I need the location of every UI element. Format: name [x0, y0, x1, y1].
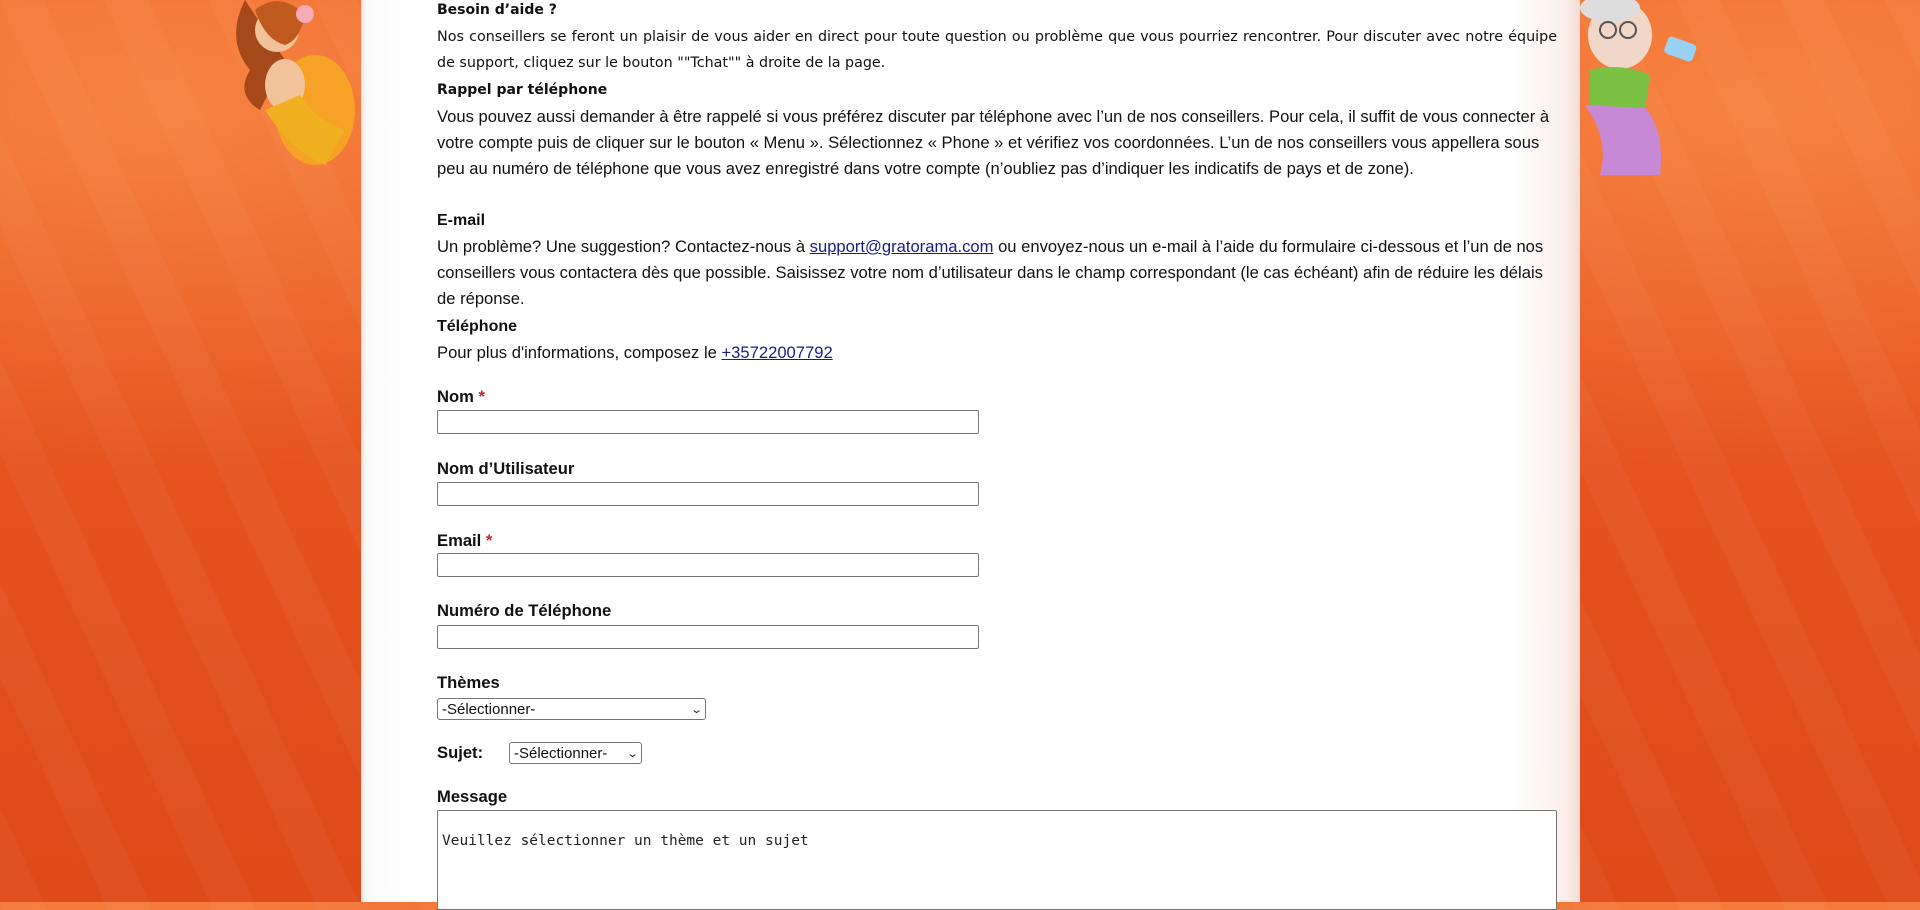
callback-text: Vous pouvez aussi demander à être rappelé si vous préférez discuter par téléphone avec l’un de nos conseillers. Pour cela, il suffit de vous connecter à votre compte puis de cliquer sur le bouton « Menu ». Sélectionnez « Phone » et vérifiez vos coordonnées. L’un de nos conseillers vous appellera sous peu au numéro de téléphone que vous avez enregistré dans votre compte (n’oubliez pas d’indiquer les indicatifs de pays et de zone).	[437, 107, 1550, 179]
email-section-text	[437, 234, 1557, 313]
username-input[interactable]	[437, 482, 979, 506]
name-input[interactable]	[437, 410, 979, 434]
grandma-character-illustration	[1570, 0, 1730, 175]
phone-number-link[interactable]: +35722007792	[721, 343, 833, 362]
phone-text: Pour plus d'informations, composez le	[437, 343, 722, 362]
mermaid-character-illustration	[205, 0, 365, 175]
email-text-before: Un problème? Une suggestion? Contactez-nous à	[437, 237, 810, 256]
themes-label: Thèmes	[437, 673, 500, 692]
required-mark: *	[485, 531, 493, 550]
email-section-title: E-mail	[437, 212, 486, 229]
callback-title: Rappel par téléphone	[437, 82, 608, 98]
chevron-down-icon: ⌄	[625, 747, 639, 760]
message-textarea[interactable]: Veuillez sélectionner un thème et un sujet	[437, 810, 1557, 910]
subject-selected-value: -Sélectionner-	[514, 744, 608, 762]
subject-label: Sujet:	[437, 743, 484, 762]
name-label: Nom *	[437, 387, 485, 406]
themes-select[interactable]	[437, 698, 706, 720]
phone-section-text	[437, 340, 1557, 366]
help-text: Nos conseillers se feront un plaisir de vous aider en direct pour toute question ou problème que vous pourriez rencontrer. Pour discuter avec notre équipe de support, cliquez sur le bouton ""Tchat"" à droite de la page.	[437, 29, 1557, 71]
email-text-after: ou envoyez-nous un e-mail à l’aide du formulaire ci-dessous et l’un de nos conseillers vous contactera dès que possible. Saisissez votre nom d’utilisateur dans le champ correspondant (le cas échéant) afin de réduire les délais de réponse.	[437, 237, 1544, 309]
phone-input[interactable]	[437, 625, 979, 649]
chevron-down-icon: ⌄	[689, 703, 703, 716]
message-label: Message	[437, 787, 508, 806]
phone-label: Numéro de Téléphone	[437, 601, 612, 620]
help-title: Besoin d’aide ?	[437, 2, 557, 18]
themes-selected-value: -Sélectionner-	[442, 700, 536, 718]
username-label: Nom d’Utilisateur	[437, 459, 575, 478]
phone-section-title: Téléphone	[437, 318, 518, 335]
email-input[interactable]	[437, 553, 979, 577]
support-email-link[interactable]: support@gratorama.com	[809, 237, 994, 256]
email-label: Email *	[437, 531, 493, 550]
subject-select[interactable]	[509, 742, 642, 764]
required-mark: *	[478, 387, 485, 406]
